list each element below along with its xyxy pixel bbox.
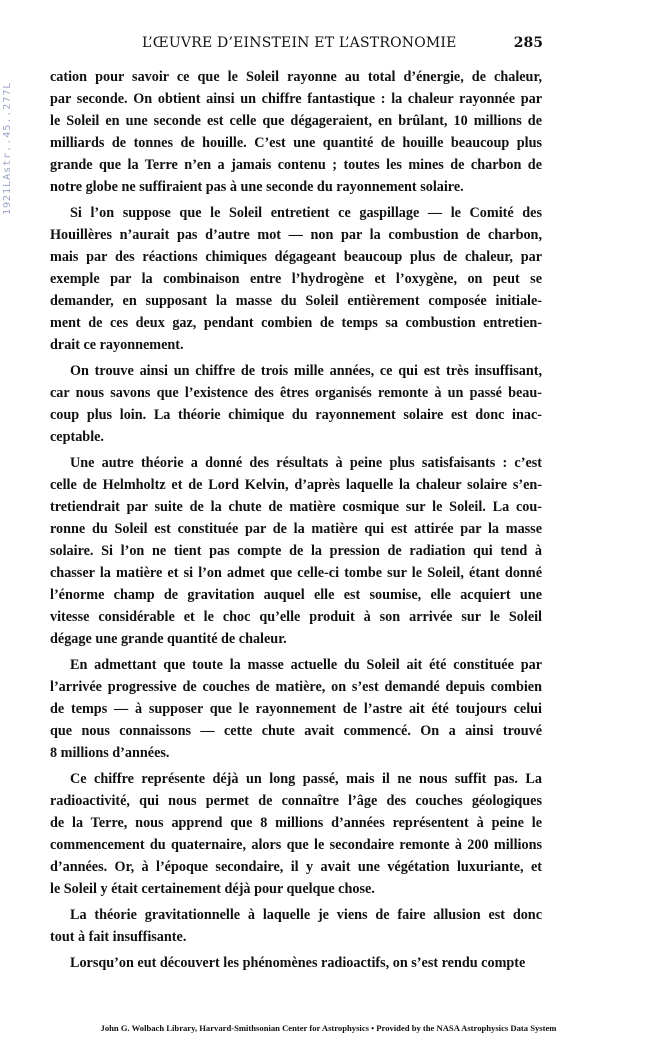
text-line: Une autre théorie a donné des résultats à peine plus satisfaisants : c’est [70,455,542,471]
text-line: de temps — à supposer que le rayonnement de l’astre ait été toujours celui [50,701,542,717]
text-line: vitesse considérable et le choc qu’elle produit à son arrivée sur le Soleil [50,609,542,625]
text-line: le Soleil en une seconde est celle que dégageraient, en brûlant, 10 millions de [50,113,542,129]
text-line: La théorie gravitationnelle à laquelle je viens de faire allusion est donc [70,907,542,923]
text-line: commencement du quaternaire, alors que le secondaire remonte à 200 millions [50,837,542,853]
paragraph [50,452,542,650]
paragraph [50,904,542,948]
text-line: celle de Helmholtz et de Lord Kelvin, d’après laquelle la chaleur solaire s’en- [50,477,542,493]
text-line: drait ce rayonnement. [50,337,184,353]
paragraph [50,952,542,974]
text-line: que nous connaissons — cette chute avait commencé. On a ainsi trouvé [50,723,542,739]
text-line: En admettant que toute la masse actuelle du Soleil ait été constituée par [70,657,542,673]
text-line: de la Terre, nous apprend que 8 millions d’années représentent à peine le [50,815,542,831]
text-line: l’arrivée progressive de couches de matière, on s’est demandé depuis combien [50,679,542,695]
text-line: Houillères n’aurait pas d’autre mot — non par la combustion de charbon, [50,227,542,243]
text-line: Si l’on suppose que le Soleil entretient ce gaspillage — le Comité des [70,205,542,221]
footer-credit: John G. Wolbach Library, Harvard-Smithsonian Center for Astrophysics • Provided by the NASA Astrophysics Data System [100,1023,557,1033]
text-line: grande que la Terre n’en a jamais contenu ; toutes les mines de charbon de [50,157,542,173]
text-line: Ce chiffre représente déjà un long passé, mais il ne nous suffit pas. La [70,771,542,787]
text-line: tout à fait insuffisante. [50,929,187,945]
text-line: ceptable. [50,429,104,445]
text-line: On trouve ainsi un chiffre de trois mille années, ce qui est très insuffisant, [70,363,542,379]
paragraph [50,654,542,764]
text-line: notre globe ne suffiraient pas à une seconde du rayonnement solaire. [50,179,464,195]
text-line: dégage une grande quantité de chaleur. [50,631,287,647]
page-body [50,66,542,978]
text-line: solaire. Si l’on ne tient pas compte de la pression de radiation qui tend à [50,543,542,559]
text-line: ment de ces deux gaz, pendant combien de temps sa combustion entretien- [50,315,542,331]
bibcode-stamp: 1921LAstr..45..277L [2,81,13,215]
text-line: le Soleil y était certainement déjà pour quelque chose. [50,881,375,897]
text-line: cation pour savoir ce que le Soleil rayonne au total d’énergie, de chaleur, [50,69,542,85]
text-line: 8 millions d’années. [50,745,170,761]
text-line: exemple par la combinaison entre l’hydrogène et l’oxygène, on peut se [50,271,542,287]
paragraph [50,360,542,448]
text-line: milliards de tonnes de houille. C’est une quantité de houille beaucoup plus [50,135,542,151]
text-line: tretiendrait par suite de la chute de matière cosmique sur le Soleil. La cou- [50,499,542,515]
paragraph [50,768,542,900]
text-line: par seconde. On obtient ainsi un chiffre fantastique : la chaleur rayonnée par [50,91,542,107]
page-number: 285 [513,35,543,51]
text-line: l’énorme champ de gravitation auquel elle est soumise, elle acquiert une [50,587,542,603]
text-line: chasser la matière et si l’on admet que celle-ci tombe sur le Soleil, étant donné [50,565,542,581]
text-line: car nous savons que l’existence des êtres organisés remonte à un passé beau- [50,385,542,401]
running-title: L’ŒUVRE D’EINSTEIN ET L’ASTRONOMIE [142,35,457,51]
text-line: coup plus loin. La théorie chimique du rayonnement solaire est donc inac- [50,407,542,423]
text-line: demander, en supposant la masse du Soleil entièrement composée initiale- [50,293,542,309]
text-line: ronne du Soleil est constituée par de la matière qui est attirée par la masse [50,521,542,537]
paragraph [50,66,542,198]
text-line: radioactivité, qui nous permet de connaître l’âge des couches géologiques [50,793,542,809]
text-line: mais par des réactions chimiques dégageant beaucoup plus de chaleur, par [50,249,542,265]
text-line: d’années. Or, à l’époque secondaire, il y avait une végétation luxuriante, et [50,859,542,875]
running-header [50,35,543,55]
paragraph [50,202,542,356]
text-line: Lorsqu’on eut découvert les phénomènes radioactifs, on s’est rendu compte [70,955,526,971]
